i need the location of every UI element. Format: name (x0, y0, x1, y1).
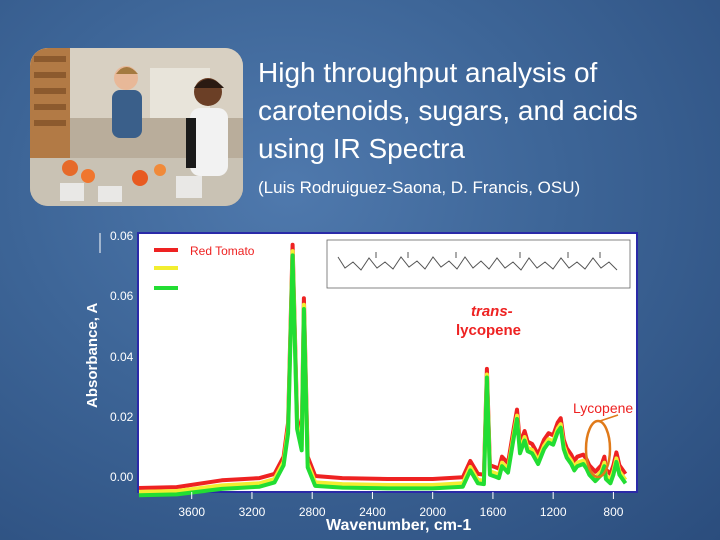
annotation-lycopene-peak: Lycopene (573, 400, 634, 416)
y-tick-label: 0.06 (110, 229, 134, 243)
x-tick-label: 1200 (539, 505, 567, 519)
y-axis-label: Absorbance, A (84, 302, 101, 408)
legend-label-green: Green Tomato (190, 278, 266, 292)
x-tick-label: 2800 (298, 505, 326, 519)
legend-label-red: Red Tomato (190, 244, 255, 258)
legend-label-yellow: Yellow Tomato (190, 261, 267, 275)
x-tick-group (178, 492, 623, 519)
x-tick-label: 3200 (238, 505, 266, 519)
x-tick-label: 2400 (359, 505, 386, 519)
slide-credit: (Luis Rodruiguez-Saona, D. Francis, OSU) (258, 178, 581, 197)
annotation-trans: trans- (471, 303, 513, 320)
y-tick-label: 0.00 (110, 470, 134, 484)
x-axis-label: Wavenumber, cm-1 (326, 517, 472, 534)
x-tick-label: 2000 (419, 505, 447, 519)
slide-title: High throughput analysis of carotenoids, sugars, and acids using IR Spectra (258, 57, 638, 164)
molecule-structure (327, 240, 630, 288)
y-tick-label: 0.04 (110, 350, 134, 364)
x-tick-label: 800 (603, 505, 624, 519)
y-tick-label: 0.02 (110, 410, 134, 424)
x-tick-label: 1600 (479, 505, 507, 519)
y-tick-labels (110, 229, 134, 484)
x-tick-label: 3600 (178, 505, 206, 519)
y-tick-label: 0.06 (110, 289, 134, 303)
annotation-lycopene-molecule: lycopene (456, 322, 522, 339)
